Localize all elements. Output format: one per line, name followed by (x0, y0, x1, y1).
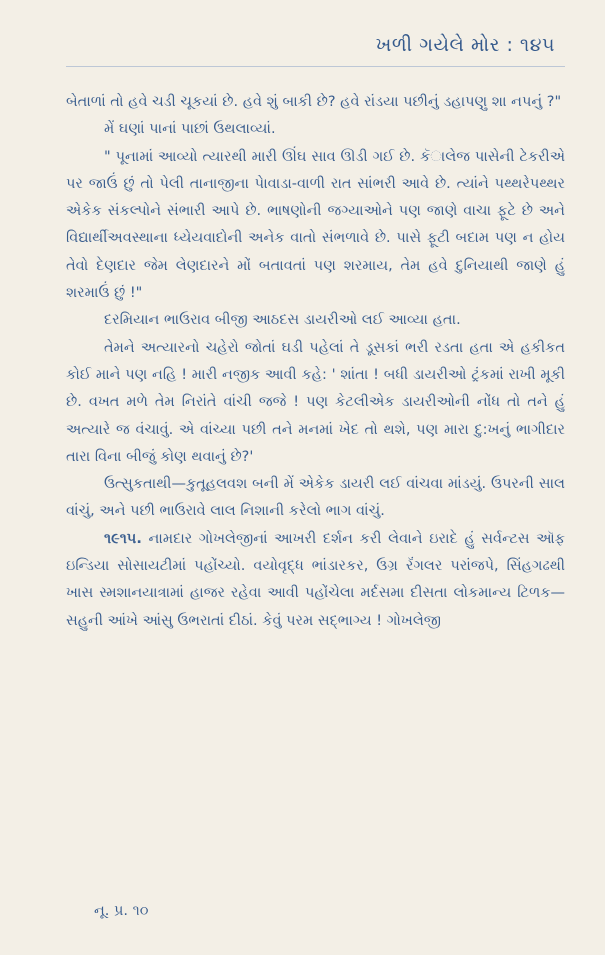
year-heading: ૧૯૧૫. (104, 530, 142, 547)
printer-signature: નૂ. પ્ર. ૧૦ (94, 903, 149, 919)
paragraph-6: ઉત્સુકતાથી—કુતૂહલવશ બની મેં એકેક ડાયરી લઈ વાંચવા માંડયું. ઉપરની સાલ વાંચું, અને પછી ભાઉરાવે લાલ નિશાની કરેલો ભાગ વાંચું. (66, 476, 565, 520)
paragraph-7-text: નામદાર ગોખલેજીનાં આખરી દર્શન કરી લેવાને ઇરાદે હું સર્વન્ટસ ઑફ ઇન્ડિયા સોસાયટીમાં પહોંચ્યો. વયોવૃદ્ધ ભાંડારકર, ઉગ્ર રૅંગલર પરાંજપે, સિંહગઢથી ખાસ સ્મશાનયાત્રામાં હાજર રહેવા આવી પહોંચેલા મર્દસમા દીસતા લોકમાન્ય ટિળક—સહુની આંખે આંસુ ઉભરાતાં દીઠાં. કેવું પરમ સદ્ભાગ્ય ! ગોખલેજી (66, 530, 565, 629)
paragraph-1: બેતાળાં તો હવે ચડી ચૂકયાં છે. હવે શું બાકી છે? હવે રાંડયા પછીનું ડહાપણુ શા નપનું ?" (66, 94, 562, 110)
body-text (66, 89, 565, 635)
paragraph-3: " પૂનામાં આવ્યો ત્યારથી મારી ઊંઘ સાવ ઊડી ગઈ છે. કૅાલેજ પાસેની ટેકરીએ પર જાઉં છું તો પેલી તાનાજીના પેાવાડા-વાળી રાત સાંભરી આવે છે. ત્યાંને પથ્થરેપથ્થર એકેક સંકલ્પોને સંભારી આપે છે. ભાષણોની જગ્યાઓને પણ જાણે વાચા ફૂટે છે અને વિદ્યાર્થીઅવસ્થાના ધ્યેયવાદોની અનેક વાતો સંભળાવે છે. પાસે ફૂટી બદામ પણ ન હોય તેવો દેણદાર જેમ લેણદારને મોં બતાવતાં પણ શરમાય, તેમ હવે દુનિયાથી જાણે હું શરમાઉં છું !" (66, 148, 565, 302)
paragraph-5: તેમને અત્યારનો ચહેરો જોતાં ઘડી પહેલાં તે ડૂસકાં ભરી રડતા હતા એ હકીકત કોઈ માને પણ નહિ ! મારી નજીક આવી કહે: ' શાંતા ! બધી ડાયરીઓ ટ્રંકમાં રાખી મૂકી છે. વખત મળે તેમ નિરાંતે વાંચી જજે ! પણ કેટલીએક ડાયરીઓની નોંધ તો તને હું અત્યારે જ વંચાવું. એ વાંચ્યા પછી તને મનમાં ખેદ તો થશે, પણ મારા દુ:ખનું ભાગીદાર તારા વિના બીજું કોણ થવાનું છે?' (66, 339, 565, 465)
paragraph-2: મેં ઘણાં પાનાં પાછાં ઉથલાવ્યાં. (104, 121, 276, 138)
header-rule (66, 66, 565, 67)
paragraph-4: દરમિયાન ભાઉરાવ બીજી આઠદસ ડાયરીઓ લઈ આવ્યા હતા. (104, 312, 461, 329)
running-head: ખળી ગયેલે મોર : ૧૪૫ (375, 34, 555, 56)
paragraph-7 (66, 526, 565, 635)
